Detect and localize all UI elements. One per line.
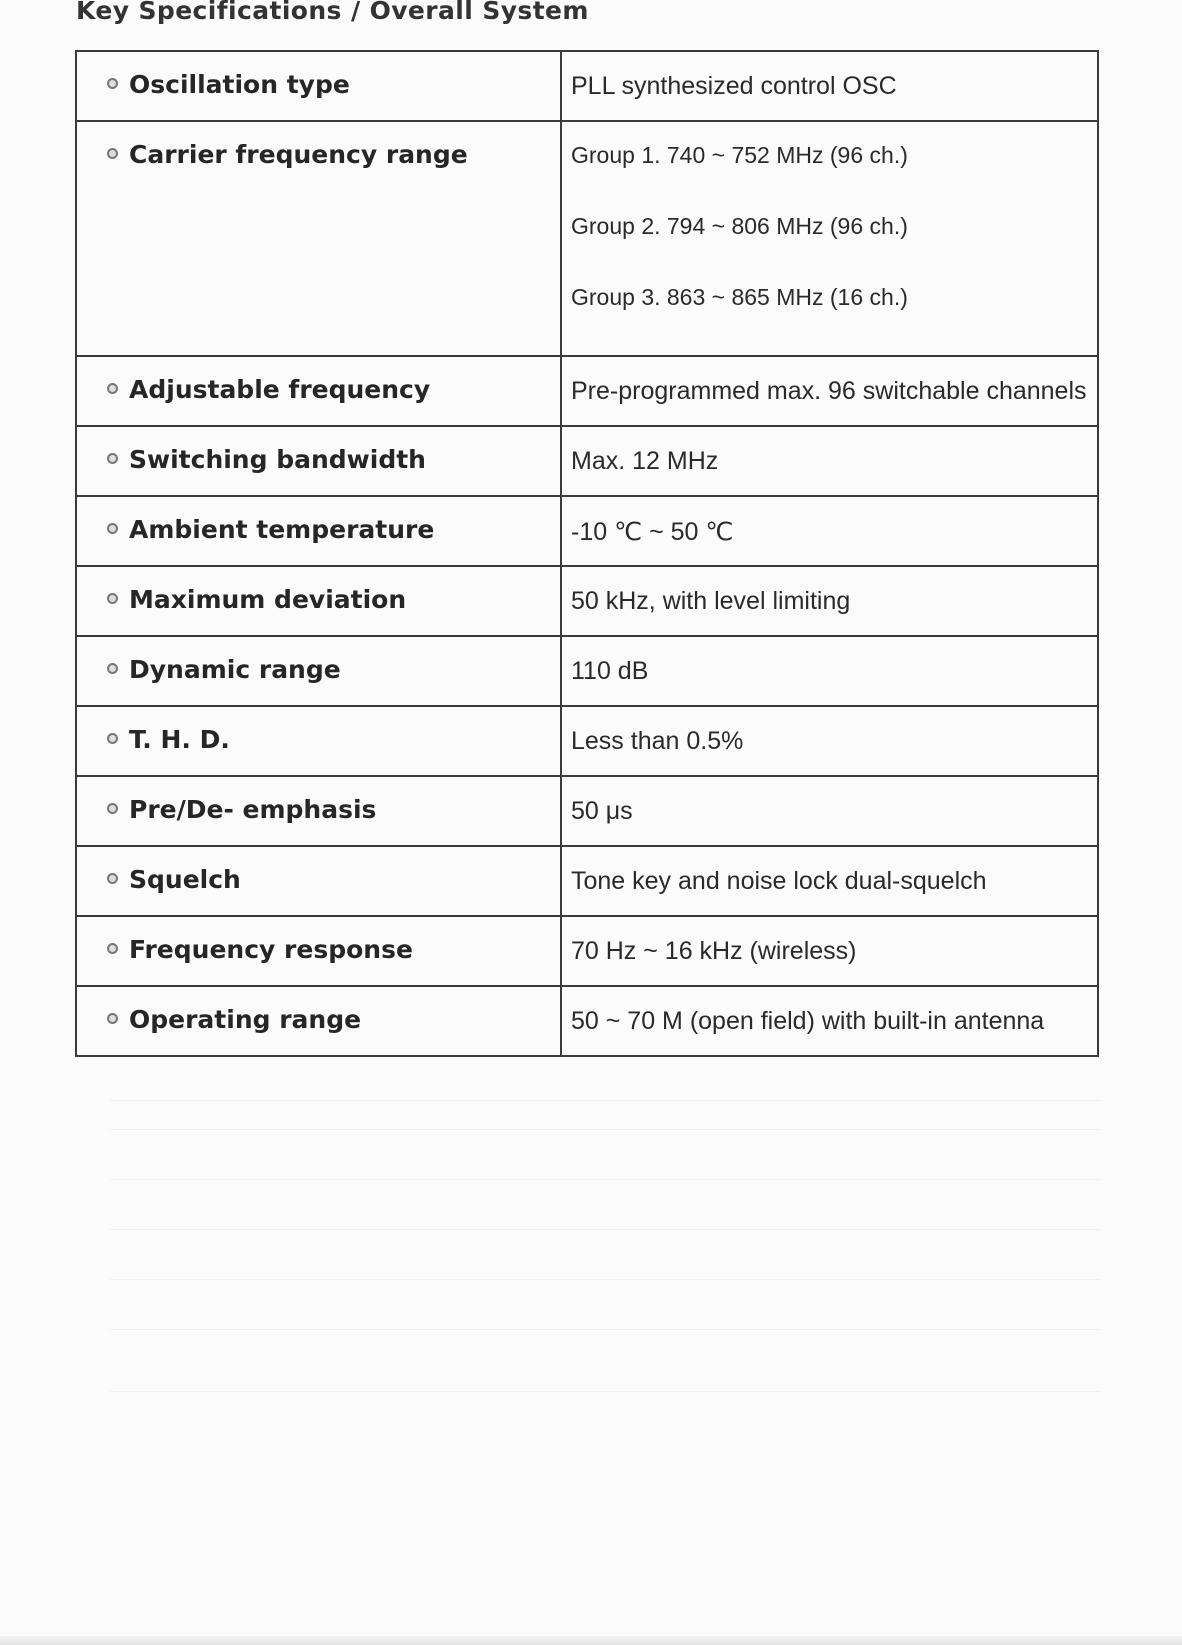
spec-value-cell [561,916,1098,986]
spec-label-cell [76,121,561,356]
spec-label: Pre/De- emphasis [129,795,377,824]
faint-rule [110,1179,1100,1180]
spec-label-cell [76,706,561,776]
bullet-circle-icon [107,733,118,744]
spec-value: PLL synthesized control OSC [571,72,897,100]
spec-label-cell [76,846,561,916]
spec-label: Dynamic range [129,655,341,684]
spec-value-cell [561,356,1098,426]
spec-value-cell [561,496,1098,566]
bullet-circle-icon [107,383,118,394]
spec-value-group-1: Group 1. 740 ~ 752 MHz (96 ch.) [571,142,908,168]
spec-label: Maximum deviation [129,585,407,614]
faint-rule [110,1279,1100,1280]
bullet-circle-icon [107,593,118,604]
spec-value-group-2: Group 2. 794 ~ 806 MHz (96 ch.) [571,213,908,239]
bullet-circle-icon [107,523,118,534]
spec-row-ambient-temperature [76,496,1098,566]
spec-value-cell [561,706,1098,776]
bullet-circle-icon [107,803,118,814]
spec-value: 110 dB [571,657,649,685]
bullet-circle-icon [107,1013,118,1024]
bullet-circle-icon [107,873,118,884]
spec-label-cell [76,496,561,566]
spec-value-group-3: Group 3. 863 ~ 865 MHz (16 ch.) [571,284,908,310]
spec-row-maximum-deviation [76,566,1098,636]
spec-row-dynamic-range [76,636,1098,706]
spec-label: Operating range [129,1005,362,1034]
spec-label: Squelch [129,865,241,894]
faint-rule [110,1229,1100,1230]
spec-value-cell [561,426,1098,496]
spec-label-cell [76,916,561,986]
spec-table [75,50,1099,1057]
faint-rule [110,1391,1100,1392]
spec-row-carrier-frequency-range [76,121,1098,356]
bleed-through-area [110,1100,1100,1401]
spec-value: Less than 0.5% [571,727,744,755]
spec-value-cell [561,846,1098,916]
spec-row-frequency-response [76,916,1098,986]
spec-label: T. H. D. [129,725,230,754]
spec-value-cell [561,121,1098,356]
bullet-circle-icon [107,148,118,159]
bullet-circle-icon [107,78,118,89]
spec-value-cell [561,986,1098,1056]
spec-value-cell [561,636,1098,706]
spec-row-switching-bandwidth [76,426,1098,496]
spec-value: Max. 12 MHz [571,447,719,475]
spec-value-cell [561,566,1098,636]
spec-label-cell [76,566,561,636]
spec-row-squelch [76,846,1098,916]
spec-value: 50 kHz, with level limiting [571,587,851,615]
spec-value: 50 μs [571,797,633,825]
spec-row-adjustable-frequency [76,356,1098,426]
spec-value: 70 Hz ~ 16 kHz (wireless) [571,937,857,965]
spec-label-cell [76,426,561,496]
page-title: Key Specifications / Overall System [76,0,589,25]
spec-row-operating-range [76,986,1098,1056]
spec-label-cell [76,51,561,121]
spec-row-pre-de-emphasis [76,776,1098,846]
spec-row-oscillation-type [76,51,1098,121]
spec-label: Frequency response [129,935,413,964]
spec-value: 50 ~ 70 M (open field) with built-in antenna [571,1007,1045,1035]
bullet-circle-icon [107,453,118,464]
spec-value-cell [561,776,1098,846]
spec-value: Pre-programmed max. 96 switchable channels [571,377,1087,405]
spec-label: Carrier frequency range [129,140,468,169]
scan-bottom-edge [0,1636,1182,1645]
spec-label: Ambient temperature [129,515,435,544]
spec-label: Oscillation type [129,70,350,99]
spec-label-cell [76,636,561,706]
spec-value: -10 ℃ ~ 50 ℃ [571,518,734,546]
faint-rule [110,1329,1100,1330]
spec-label-cell [76,986,561,1056]
spec-value-cell [561,51,1098,121]
spec-label-cell [76,776,561,846]
bullet-circle-icon [107,663,118,674]
spec-label: Switching bandwidth [129,445,426,474]
faint-rule [110,1129,1100,1130]
spec-row-thd [76,706,1098,776]
bullet-circle-icon [107,943,118,954]
spec-value: Tone key and noise lock dual-squelch [571,867,987,895]
spec-label-cell [76,356,561,426]
spec-label: Adjustable frequency [129,375,431,404]
